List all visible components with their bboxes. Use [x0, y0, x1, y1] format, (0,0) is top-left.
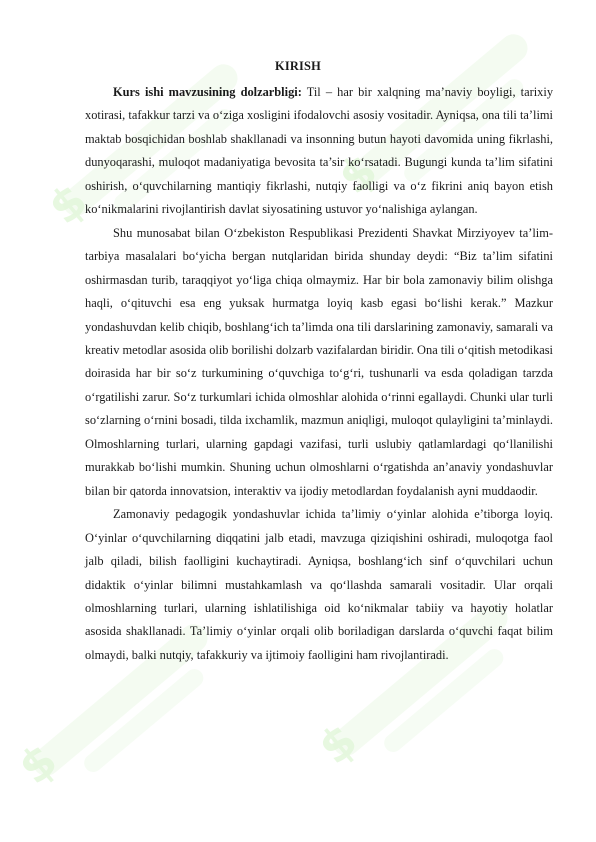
paragraph-didactic-games: Zamonaviy pedagogik yondashuvlar ichida ta’limiy o‘yinlar alohida e’tiborga loyiq. O‘yinlar o‘quvchilarning diqqatini jalb etadi, mavzuga qiziqishini oshiradi, muloqotga faol jalb qiladi, bilish faolligini kuchaytiradi. Ayniqsa, boshlang‘ich sinf o‘quvchilari uchun didaktik o‘yinlar bilimni mustahkamlash va qo‘llashda samarali vositadir. Ular orqali olmoshlarning turlari, ularning ishlatilishiga oid ko‘nikmalar tabiiy va hayotiy holatlar asosida shakllanadi. Ta’limiy o‘yinlar orqali olib boriladigan darslarda o‘quvchi faqat bilim olmaydi, balki nutqiy, tafakkuriy va ijtimoiy faolligini ham rivojlantiradi.: [85, 507, 553, 662]
relevance-text: Til – har bir xalqning ma’naviy boyligi, tarixiy xotirasi, tafakkur tarzi va o‘ziga xosligini ifodalovchi asosiy vositadir. Ayniqsa, ona tili ta’limi maktab bosqichidan boshlab shakllanadi va insonning butun hayoti davomida uning fikrlashi, dunyoqarashi, muloqot madaniyatiga bevosita ta’sir ko‘rsatadi. Bugungi kunda ta’lim sifatini oshirish, o‘quvchilarning mantiqiy fikrlashi, nutqiy faolligi va o‘z fikrini aniq bayon etish ko‘nikmalarini rivojlantirish davlat siyosatining ustuvor yo‘nalishiga aylangan.: [85, 85, 554, 217]
svg-text:$: $: [38, 172, 98, 235]
page-title: KIRISH: [275, 59, 321, 73]
svg-text:$: $: [328, 142, 388, 205]
svg-text:$: $: [308, 712, 368, 775]
relevance-heading: Kurs ishi mavzusining dolzarbligi:: [113, 85, 302, 99]
paragraph-relevance: [85, 81, 553, 222]
document-body: [85, 81, 553, 667]
paragraph-president-quote: Shu munosabat bilan O‘zbekiston Respublikasi Prezidenti Shavkat Mirziyoyev ta’lim-tarbiya masalalari bo‘yicha bergan nutqlaridan birida shunday deydi: “Biz ta’lim sifatini oshirmasdan turib, taraqqiyot yo‘liga chiqa olmaymiz. Har bir bola zamonaviy bilim olishga haqli, o‘qituvchi esa eng yuksak hurmatga loyiq kasb egasi bo‘lishi kerak.” Mazkur yondashuvdan kelib chiqib, boshlang‘ich ta’limda ona tili darslarining zamonaviy, samarali va kreativ metodlar asosida olib borilishi dolzarb vazifalardan biridir. Ona tili o‘qitish metodikasi doirasida har bir so‘z turkumining o‘quvchiga to‘g‘ri, tushunarli va esda qoladigan tarzda o‘rgatilishi zarur. So‘z turkumlari ichida olmoshlar alohida o‘rinni egallaydi. Chunki ular turli so‘zlarning o‘rnini bosadi, tilda ixchamlik, mazmun aniqligi, muloqot qulayligini ta’minlaydi. Olmoshlarning turlari, ularning gapdagi vazifasi, turli uslubiy qatlamlardagi qo‘llanilishi murakkab bo‘lishi mumkin. Shuning uchun olmoshlarni o‘rgatishda an’anaviy yondashuvlar bilan bir qatorda innovatsion, interaktiv va ijodiy metodlardan foydalanish ayni muddaodir.: [85, 225, 553, 498]
svg-text:$: $: [8, 732, 68, 795]
